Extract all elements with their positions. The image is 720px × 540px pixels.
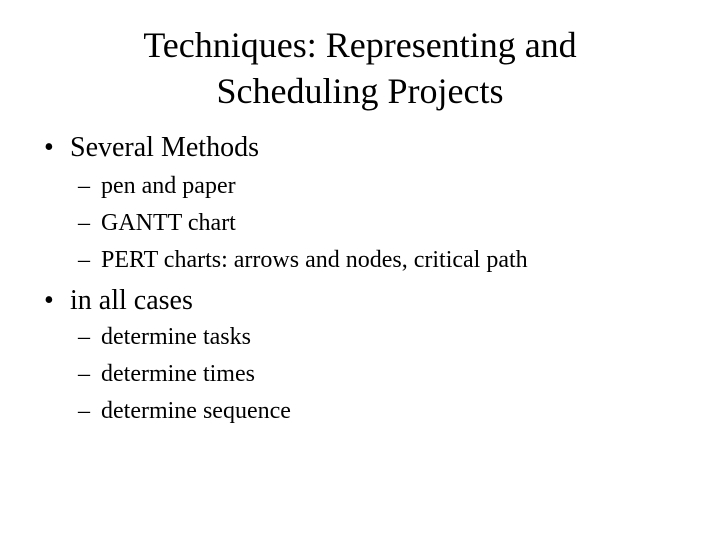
sub-bullet-marker: – bbox=[78, 247, 90, 273]
bullet-section-all-cases bbox=[0, 282, 720, 430]
bullet-item bbox=[0, 282, 720, 319]
sub-bullet-item bbox=[0, 205, 720, 242]
sub-bullet-marker: – bbox=[78, 210, 90, 236]
sub-bullet-marker: – bbox=[78, 361, 90, 387]
sub-bullet-item bbox=[0, 319, 720, 356]
sub-bullet-text: determine tasks bbox=[101, 324, 251, 350]
bullet-marker: • bbox=[44, 132, 54, 163]
sub-bullet-marker: – bbox=[78, 324, 90, 350]
slide-title-line-1: Techniques: Representing and bbox=[143, 25, 577, 65]
sub-bullet-text: determine sequence bbox=[101, 398, 291, 424]
sub-bullet-marker: – bbox=[78, 398, 90, 424]
bullet-section-methods bbox=[0, 128, 720, 279]
slide-title-line-2: Scheduling Projects bbox=[216, 71, 504, 111]
sub-bullet-item bbox=[0, 393, 720, 430]
sub-bullet-text: determine times bbox=[101, 361, 255, 387]
sub-bullet-item bbox=[0, 168, 720, 205]
sub-bullet-text: pen and paper bbox=[101, 173, 236, 199]
bullet-text: in all cases bbox=[70, 285, 193, 316]
slide-title bbox=[60, 22, 660, 114]
sub-bullet-item bbox=[0, 356, 720, 393]
sub-bullet-text: PERT charts: arrows and nodes, critical path bbox=[101, 247, 528, 273]
sub-bullet-marker: – bbox=[78, 173, 90, 199]
bullet-marker: • bbox=[44, 285, 54, 316]
bullet-item bbox=[0, 128, 720, 168]
sub-bullet-item bbox=[0, 242, 720, 279]
sub-bullet-text: GANTT chart bbox=[101, 210, 236, 236]
bullet-text: Several Methods bbox=[70, 132, 259, 163]
